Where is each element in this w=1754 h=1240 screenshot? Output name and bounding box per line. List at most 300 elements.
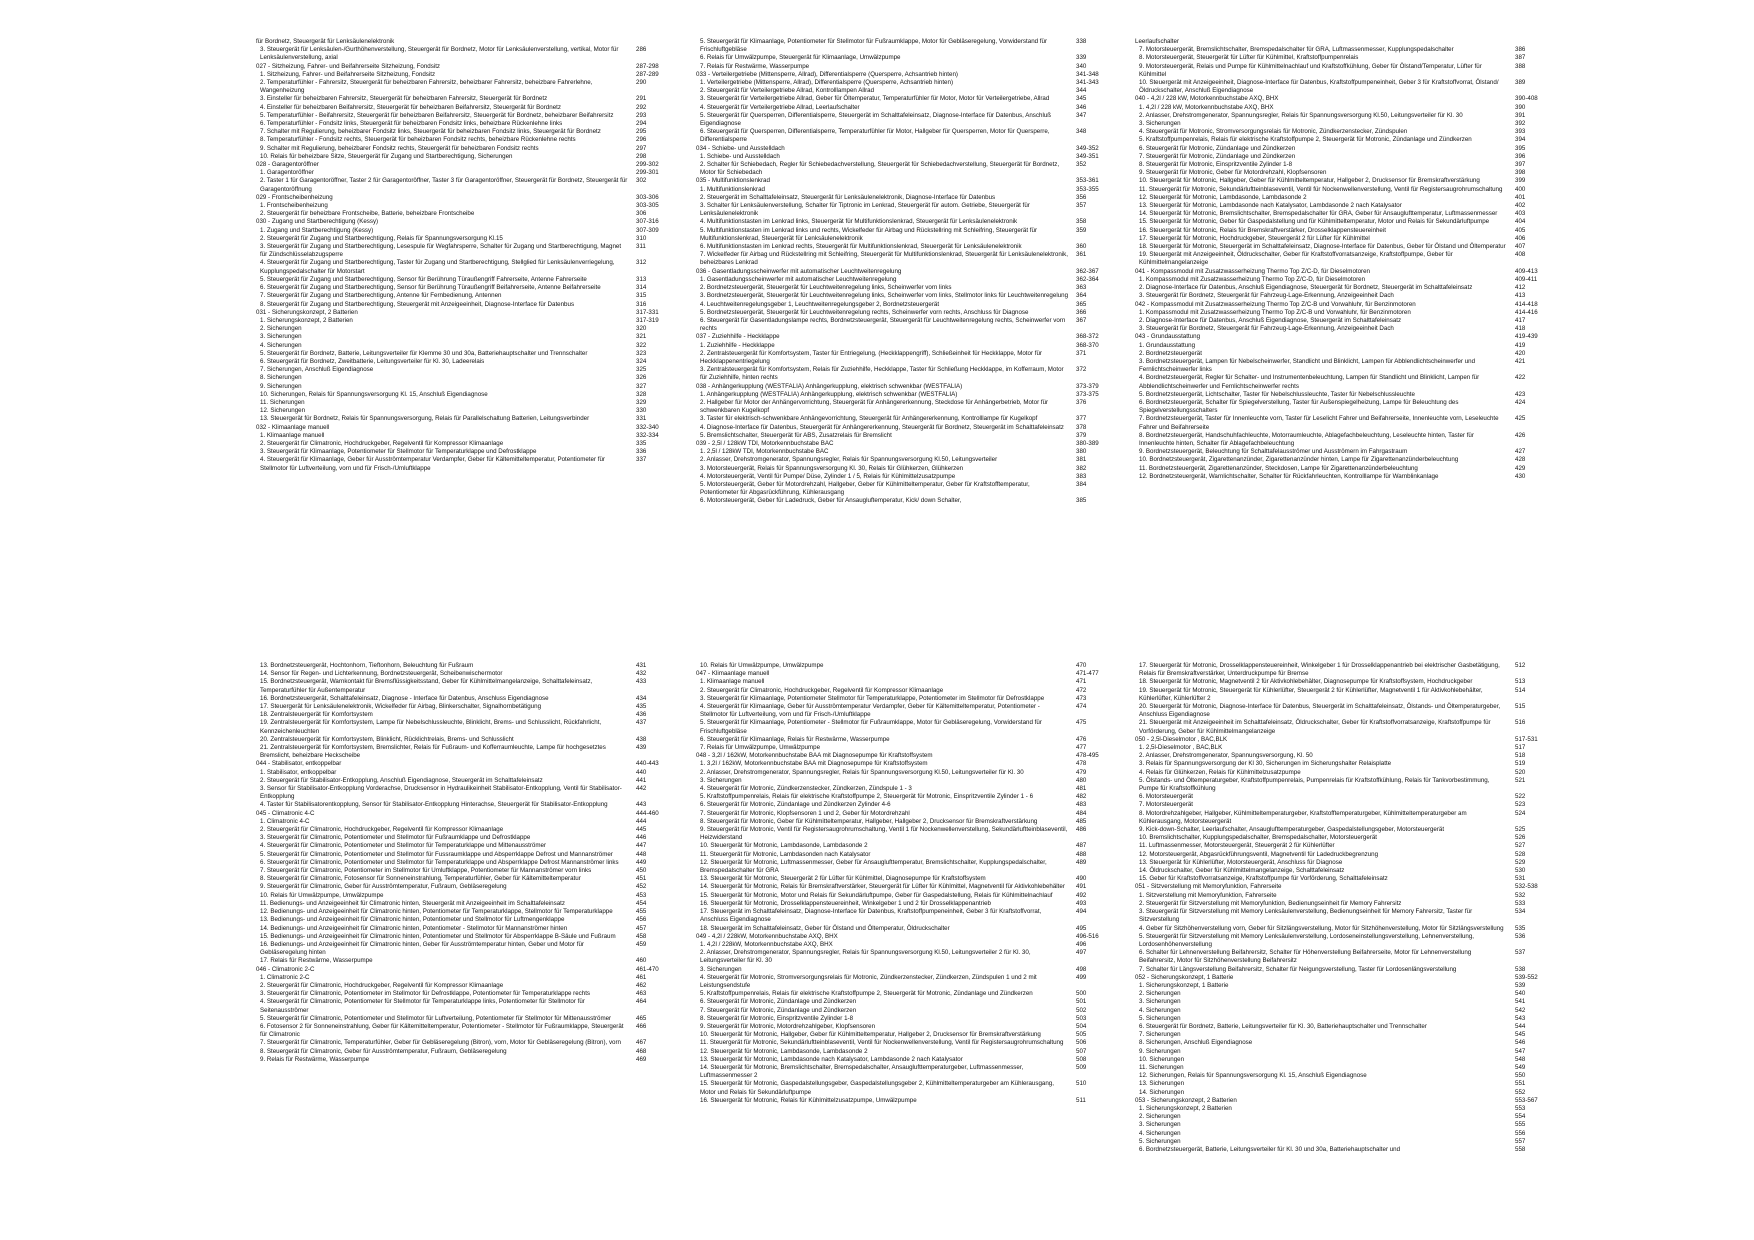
toc-entry <box>696 687 1116 695</box>
toc-entry-page: 509 <box>1076 1063 1087 1071</box>
toc-entry-title: 3. Sicherungen <box>260 333 302 341</box>
toc-entry-title: 3. Zentralsteuergerät für Komfortsystem, Relais für Zuziehhilfe, Heckklappe, Taster für Schließung Heckklappe, im Kofferraum, Motor für Zuziehhilfe, hinten rechts <box>700 366 1064 382</box>
toc-entry-title: 042 - Kompassmodul mit Zusatzwasserheizung Thermo Top Z/C-B und Vorwahluhr, für Benzinmotoren <box>1135 300 1416 308</box>
toc-section-heading <box>256 218 676 226</box>
toc-entry-page: 372 <box>1076 366 1087 374</box>
toc-entry <box>1135 235 1555 243</box>
toc-entry-title: 10. Relais für Umwälzpumpe, Umwälzpumpe <box>700 662 824 669</box>
toc-entry-title: 6. Schalter für Lehnenverstellung Beifahrersitz, Schalter für Höhenverstellung Beifahrerseite, Motor für Lehnenverstellung Beifahrersitz, Motor für Sitzhöhenverstellung Beifahrersitz <box>1139 949 1472 965</box>
toc-entry-page: 359 <box>1076 226 1087 234</box>
toc-entry-title: 2. Steuergerät für Climatronic, Hochdruckgeber, Regelventil für Kompressor Klimaanlage <box>260 981 504 989</box>
toc-entry <box>696 941 1116 949</box>
toc-entry <box>1135 243 1555 251</box>
toc-entry <box>256 916 676 924</box>
toc-entry <box>1135 79 1555 95</box>
toc-entry-title: 043 - Grundausstattung <box>1135 333 1201 341</box>
toc-entry-page: 532-538 <box>1515 883 1538 891</box>
toc-entry <box>256 259 676 275</box>
toc-entry <box>696 54 1116 62</box>
toc-entry-page: 440 <box>636 768 647 776</box>
toc-entry-page: 329 <box>636 398 647 406</box>
toc-entry-page: 357 <box>1076 202 1087 210</box>
toc-entry-page: 295 <box>636 128 647 136</box>
toc-entry <box>1135 1023 1555 1031</box>
toc-entry <box>1135 251 1555 267</box>
toc-entry-title: 6. Steuergerät für Motronic, Zündanlage und Zündkerzen <box>700 998 857 1006</box>
toc-entry-page: 517-531 <box>1515 735 1538 743</box>
toc-entry-title: 1. Sicherungskonzept, 2 Batterien <box>1139 1104 1232 1112</box>
toc-entry-page: 327 <box>636 382 647 390</box>
toc-entry-title: 1. Sicherungskonzept, 1 Batterie <box>1139 981 1229 989</box>
toc-entry-title: 12. Sicherungen, Relais für Spannungsversorgung Kl. 15, Anschluß Eigendiagnose <box>1139 1072 1367 1080</box>
toc-entry <box>256 703 676 711</box>
toc-entry <box>256 120 676 128</box>
toc-entry <box>256 342 676 350</box>
toc-entry <box>256 399 676 407</box>
toc-entry-page: 467 <box>636 1039 647 1047</box>
toc-entry-title: 2. Steuergerät für Climatronic, Hochdruckgeber, Regelventil für Kompressor Klimaanlage <box>260 826 504 834</box>
toc-entry <box>256 842 676 850</box>
toc-entry <box>1135 46 1555 54</box>
toc-entry-title: 8. Steuergerät für Motronic, Einspritzventile Zylinder 1-8 <box>1139 161 1293 169</box>
toc-entry-title: 13. Steuergerät für Motronic, Steuergerät 2 für Lüfter für Kühlmittel, Diagnosepumpe für Kraftstoffsystem <box>700 875 986 883</box>
toc-entry <box>1135 1121 1555 1129</box>
toc-entry-title: 6. Steuergerät für Zugang und Startberechtigung, Sensor für Berührung Türaußengriff Beifahrerseite, Antenne Beifahrerseite <box>260 284 601 292</box>
toc-entry <box>256 210 676 218</box>
toc-entry-title: 1. Grundausstattung <box>1139 341 1196 349</box>
toc-entry-page: 330 <box>636 407 647 415</box>
toc-entry-page: 406 <box>1515 234 1526 242</box>
toc-entry-page: 376 <box>1076 398 1087 406</box>
toc-entry <box>1135 826 1555 834</box>
toc-entry <box>1135 801 1555 809</box>
toc-entry <box>256 925 676 933</box>
toc-entry <box>256 982 676 990</box>
toc-entry <box>1135 218 1555 226</box>
toc-entry <box>696 695 1116 703</box>
toc-entry-page: 438 <box>636 735 647 743</box>
toc-entry-title: 8. Steuergerät für Motronic, Geber für Kühlmitteltemperatur, Hallgeber, Hallgeber 2, Drucksensor für Bremskraftverstärkung <box>700 817 1038 825</box>
toc-entry <box>1135 867 1555 875</box>
toc-entry <box>256 736 676 744</box>
toc-entry <box>256 744 676 760</box>
toc-entry <box>1135 777 1555 793</box>
toc-entry-page: 332-340 <box>636 423 659 431</box>
toc-entry-title: 4. Leuchtweitenregelungsgeber 1, Leuchtweitenregelungsgeber 2, Bordnetzsteuergerät <box>700 300 940 308</box>
toc-entry <box>256 769 676 777</box>
toc-entry-title: 032 - Klimaanlage manuell <box>256 423 330 431</box>
toc-entry-title: 9. Sicherungen <box>260 382 302 390</box>
toc-entry-title: 12. Steuergerät für Motronic, Lambdasonde, Lambdasonde 2 <box>1139 193 1307 201</box>
toc-entry-page: 428 <box>1515 456 1526 464</box>
toc-entry-page: 546 <box>1515 1039 1526 1047</box>
toc-entry-title: 4. Multifunktionstasten im Lenkrad links, Steuergerät für Multifunktionslenkrad, Steuergerät für Lenksäulenelektronik <box>700 218 1018 226</box>
toc-entry <box>1135 432 1555 448</box>
toc-entry-page: 549 <box>1515 1063 1526 1071</box>
toc-section-heading <box>696 145 1116 153</box>
toc-section-heading <box>1135 736 1555 744</box>
toc-entry-title: 7. Schalter für Längsverstellung Beifahrersitz, Schalter für Neigungsverstellung, Taster für Lordosenlängsverstellung <box>1139 965 1457 973</box>
toc-entry <box>1135 153 1555 161</box>
toc-entry <box>256 407 676 415</box>
toc-entry-page: 472 <box>1076 686 1087 694</box>
toc-entry <box>1135 399 1555 415</box>
toc-entry-page: 291 <box>636 95 647 103</box>
toc-entry-page: 454 <box>636 899 647 907</box>
toc-entry-page: 529 <box>1515 858 1526 866</box>
toc-entry <box>1135 1007 1555 1015</box>
toc-entry <box>1135 769 1555 777</box>
toc-entry-title: 3. Sicherungen <box>1139 1121 1181 1129</box>
toc-entry <box>1135 292 1555 300</box>
toc-entry-page: 409-411 <box>1515 275 1538 283</box>
toc-entry-page: 552 <box>1515 1088 1526 1096</box>
toc-entry-page: 335 <box>636 439 647 447</box>
toc-entry <box>696 243 1116 251</box>
toc-entry-title: 4. Motorsteuergerät, Ventil für Pumpe/ Düse, Zylinder 1 / 5, Relais für Kühlmittelzusatzpumpe <box>700 472 956 480</box>
toc-entry-title: 3. Steuergerät für Zugang und Startberechtigung, Lesespule für Wegfahrsperre, Schalter für Zugang und Startberechtigung, Magnet für Zündschlüsselabzugsperre <box>260 243 622 259</box>
toc-entry-page: 484 <box>1076 809 1087 817</box>
toc-entry <box>696 990 1116 998</box>
toc-entry-page: 385 <box>1076 497 1087 505</box>
toc-entry-title: 037 - Zuziehhilfe - Heckklappe <box>696 333 780 341</box>
toc-entry <box>696 719 1116 735</box>
toc-entry <box>1135 678 1555 686</box>
toc-entry-title: 2. Schalter für Schiebedach, Regler für Schiebedachverstellung, Steuergerät für Schiebedachverstellung, Steuergerät für Bordnetz, Motor für Schiebedach <box>700 161 1060 177</box>
toc-entry-title: 3. Schalter für Lenksäulenverstellung, Schalter für Tiptronic im Lenkrad, Steuergerät für autom. Getriebe, Steuergerät für Lenksäulenelektronik <box>700 202 1030 218</box>
toc-entry-page: 483 <box>1076 801 1087 809</box>
toc-entry-title: 9. Steuergerät für Motronic, Motordrehzahlgeber, Klopfsensoren <box>700 1022 876 1030</box>
toc-entry <box>696 974 1116 990</box>
toc-entry-page: 536 <box>1515 932 1526 940</box>
toc-entry-title: 040 - 4,2l / 228 kW, Motorkennbuchstabe AXQ, BHX <box>1135 95 1279 103</box>
toc-entry-page: 436 <box>636 711 647 719</box>
toc-entry-page: 298 <box>636 152 647 160</box>
toc-entry-page: 323 <box>636 349 647 357</box>
toc-entry <box>1135 358 1555 374</box>
toc-entry <box>256 990 676 998</box>
toc-entry-page: 440-443 <box>636 760 659 768</box>
toc-entry-title: 10. Sicherungen, Relais für Spannungsversorgung Kl. 15, Anschluß Eigendiagnose <box>260 390 488 398</box>
toc-entry-title: 052 - Sicherungskonzept, 1 Batterie <box>1135 973 1234 981</box>
toc-entry-page: 486 <box>1076 826 1087 834</box>
toc-entry <box>256 366 676 374</box>
toc-column-bottom-left <box>256 662 676 1064</box>
toc-entry-title: 14. Steuergerät für Motronic, Bremslichtschalter, Bremspedalschalter für GRA, Geber für Ansauglufttemperatur, Luftmassenmesser <box>1139 210 1498 218</box>
toc-entry-page: 408 <box>1515 251 1526 259</box>
toc-entry <box>696 1097 1116 1105</box>
toc-entry-page: 456 <box>636 916 647 924</box>
toc-entry-page: 501 <box>1076 998 1087 1006</box>
toc-entry <box>696 801 1116 809</box>
toc-entry-title: 038 - Anhängerkupplung (WESTFALIA) Anhängerkupplung, elektrisch schwenkbar (WESTFALIA) <box>696 382 963 390</box>
toc-entry <box>696 161 1116 177</box>
toc-entry-title: 19. Steuergerät mit Anzeigeeinheit, Öldruckschalter, Geber für Kraftstoffvorratsanzeige, Kraftstoffpumpe, Geber für Kühlmittelmangelanzeige <box>1139 251 1453 267</box>
toc-entry <box>696 186 1116 194</box>
toc-entry <box>256 432 676 440</box>
toc-entry <box>1135 161 1555 169</box>
toc-entry <box>696 473 1116 481</box>
toc-entry <box>256 448 676 456</box>
toc-entry-page: 349-352 <box>1076 144 1099 152</box>
toc-column-top-left <box>256 38 676 473</box>
toc-entry-title: 11. Steuergerät für Motronic, Lambdasonden nach Katalysator <box>700 850 871 858</box>
toc-entry <box>696 678 1116 686</box>
toc-entry-page: 480 <box>1076 776 1087 784</box>
toc-entry-page: 349-351 <box>1076 152 1099 160</box>
toc-entry-title: 4. Steuergerät für Motronic, Stromversorgungsrelais für Motronic, Zündkerzenstecker, Zündspulen <box>1139 128 1408 136</box>
toc-entry-page: 433 <box>636 678 647 686</box>
toc-entry-page: 303-305 <box>636 202 659 210</box>
toc-entry <box>1135 719 1555 735</box>
toc-entry <box>1135 892 1555 900</box>
toc-entry-title: 1. Garagentoröffner <box>260 169 314 177</box>
toc-entry-page: 468 <box>636 1047 647 1055</box>
toc-entry-page: 520 <box>1515 768 1526 776</box>
toc-entry-title: 13. Steuergerät für Bordnetz, Relais für Spannungsversorgung, Relais für Parallelschaltung Batterien, Leitungsverbinder <box>260 415 590 423</box>
toc-entry-page: 345 <box>1076 95 1087 103</box>
toc-section-heading <box>1135 1097 1555 1105</box>
toc-entry-title: 10. Bremslichtschalter, Kupplungspedalschalter, Bremspedalschalter, Motorsteuergerät <box>1139 834 1377 842</box>
toc-entry-page: 550 <box>1515 1072 1526 1080</box>
toc-entry <box>256 243 676 259</box>
toc-entry <box>1135 284 1555 292</box>
toc-entry <box>1135 202 1555 210</box>
toc-entry-title: 2. Steuergerät für Verteilergetriebe Allrad, Kontrolllampen Allrad <box>700 87 875 95</box>
toc-entry-title: 4. Diagnose-Interface für Datenbus, Steuergerät für Anhängererkennung, Steuergerät für Bordnetz, Steuergerät im Schalttafeleinsatz <box>700 423 1064 431</box>
toc-entry <box>256 678 676 694</box>
toc-entry-title: 3. Sicherungen <box>1139 998 1181 1006</box>
toc-entry-title: 3. Sicherungen <box>1139 120 1181 128</box>
toc-entry-page: 451 <box>636 875 647 883</box>
toc-entry-page: 528 <box>1515 850 1526 858</box>
toc-entry-title: 2. Sicherungen <box>1139 990 1181 998</box>
toc-entry <box>696 79 1116 87</box>
toc-entry <box>256 851 676 859</box>
toc-entry-title: 8. Steuergerät für Climatronic, Fotosensor für Sonneneinstrahlung, Temperaturfühler, Geber für Kältemitteltemperatur <box>260 875 581 883</box>
toc-entry-page: 306 <box>636 210 647 218</box>
toc-entry-page: 452 <box>636 883 647 891</box>
toc-section-heading <box>1135 974 1555 982</box>
toc-entry-title: 15. Steuergerät für Motronic, Geber für Gaspedalstellung und für Kühlmitteltemperatur, Motor und Relais für Sekundärluftpumpe <box>1139 218 1490 226</box>
toc-entry-page: 457 <box>636 924 647 932</box>
toc-entry-page: 371 <box>1076 349 1087 357</box>
toc-entry <box>1135 1048 1555 1056</box>
toc-entry-page: 310 <box>636 234 647 242</box>
toc-entry-page: 417 <box>1515 316 1526 324</box>
toc-entry <box>1135 851 1555 859</box>
toc-entry <box>696 736 1116 744</box>
toc-entry-page: 495 <box>1076 924 1087 932</box>
toc-entry-title: 10. Steuergerät für Motronic, Hallgeber, Geber für Kühlmitteltemperatur, Hallgeber 2, Drucksensor für Bremskraftverstärkung <box>1139 177 1480 185</box>
toc-entry-title: 5. Kraftstoffpumpenrelais, Relais für elektrische Kraftstoffpumpe 2, Steuergerät für Motronic, Zündanlage und Zündkerzen <box>700 990 1033 998</box>
toc-entry-page: 326 <box>636 374 647 382</box>
toc-entry-page: 450 <box>636 867 647 875</box>
toc-entry-page: 389 <box>1515 79 1526 87</box>
toc-entry-title: 7. Motorsteuergerät, Bremslichtschalter, Bremspedalschalter für GRA, Luftmassenmesser, Kupplungspedalschalter <box>1139 46 1454 54</box>
toc-entry-title: 1. Gasentladungsscheinwerfer mit automatischer Leuchtweitenregelung <box>700 275 897 283</box>
toc-entry-page: 316 <box>636 300 647 308</box>
toc-entry-title: 2. Steuergerät für Sitzverstellung mit Memoryfunktion, Bedienungseinheit für Memory Fahrersitz <box>1139 899 1402 907</box>
toc-entry <box>256 974 676 982</box>
toc-entry-title: 16. Steuergerät für Motronic, Drosselklappensteuereinheit, Winkelgeber 1 und 2 für Drosselklappenantrieb <box>700 899 991 907</box>
toc-entry-title: 044 - Stabilisator, entkoppelbar <box>256 760 342 768</box>
toc-entry-title: 14. Sicherungen <box>1139 1088 1185 1096</box>
toc-entry-page: 422 <box>1515 374 1526 382</box>
toc-entry-page: 365 <box>1076 300 1087 308</box>
toc-entry-page: 532 <box>1515 891 1526 899</box>
toc-entry <box>696 342 1116 350</box>
toc-entry-page: 294 <box>636 120 647 128</box>
toc-entry-title: 6. Bordnetzsteuergerät, Schalter für Spiegelverstellung, Taster für Außenspiegelheizung, Lampe für Beleuchtung des Spiegelverstellungsschalters <box>1139 398 1459 415</box>
toc-entry <box>696 785 1116 793</box>
toc-entry <box>696 662 1116 670</box>
toc-entry-title: 12. Bordnetzsteuergerät, Warnlichtschalter, Schalter für Rückfahrleuchten, Kontrolllampe für Warnblinkanlage <box>1139 472 1439 480</box>
toc-entry <box>256 875 676 883</box>
toc-entry <box>696 1064 1116 1080</box>
toc-entry-page: 399 <box>1515 177 1526 185</box>
toc-entry <box>696 875 1116 883</box>
toc-entry-title: 4. Steuergerät für Klimaanlage, Geber für Ausströmtemperatur Verdampfer, Geber für Kältemitteltemperatur, Potentiometer für Stellmotor für Luftverteilung, vorn und für Frisch-/Umluftklappe <box>260 456 605 472</box>
toc-entry-page: 504 <box>1076 1022 1087 1030</box>
toc-entry-page: 490 <box>1076 875 1087 883</box>
toc-entry-page: 444 <box>636 817 647 825</box>
toc-entry <box>1135 104 1555 112</box>
toc-entry-page: 444-460 <box>636 809 659 817</box>
toc-entry-title: 4. Steuergerät für Climatronic, Potentiometer für Stellmotor für Temperaturklappe links, Potentiometer für Stellmotor für Seitenausströmer <box>260 998 585 1014</box>
toc-entry <box>696 465 1116 473</box>
toc-entry-page: 466 <box>636 1022 647 1030</box>
toc-entry-page: 307-316 <box>636 218 659 226</box>
toc-entry-title: 1. Stabilisator, entkoppelbar <box>260 768 337 776</box>
toc-entry-title: 17. Steuergerät für Motronic, Drosselklappensteuereinheit, Winkelgeber 1 für Drosselklappenantrieb bei elektrischer Gasbetätigung, Relais für Bremskraftverstärker, Unterdruckpumpe für Bremse <box>1139 662 1500 678</box>
toc-entry <box>256 317 676 325</box>
toc-entry-page: 533 <box>1515 899 1526 907</box>
toc-entry-title: 15. Steuergerät für Motronic, Motor und Relais für Sekundärluftpumpe, Geber für Gaspedalstellung, Relais für Kühlmittelnachlauf <box>700 891 1053 899</box>
toc-entry-page: 470 <box>1076 662 1087 669</box>
toc-entry-page: 322 <box>636 341 647 349</box>
toc-entry-title: 1. Klimaanlage manuell <box>260 431 325 439</box>
toc-entry-page: 553-567 <box>1515 1096 1538 1104</box>
toc-entry-title: 2. Anlasser, Drehstromgenerator, Spannungsregler, Relais für Spannungsversorgung Kl.50, Leitungsverteiler 2 für Kl. 30, Leitungsverteiler für Kl. 30 <box>700 949 1031 965</box>
toc-entry-page: 475 <box>1076 719 1087 727</box>
toc-entry-title: 14. Steuergerät für Motronic, Bremslichtschalter, Bremspedalschalter, Ansauglufttemperaturgeber, Luftmassenmesser, Luftmassenmesser 2 <box>700 1063 1024 1080</box>
toc-entry-title: 7. Steuergerät für Climatronic, Temperaturfühler, Geber für Gebläseregelung (Bitron), vorn, Motor für Gebläseregelung (Bitron), vorn <box>260 1039 621 1047</box>
toc-entry-page: 430 <box>1515 472 1526 480</box>
toc-entry <box>1135 687 1555 703</box>
toc-entry-title: 3. Bordnetzsteuergerät, Steuergerät für Leuchtweitenregelung links, Scheinwerfer vorn links, Stellmotor links für Leuchtweitenregelung <box>700 292 1069 300</box>
toc-section-heading <box>256 424 676 432</box>
toc-entry-title: 19. Steuergerät für Motronic, Steuergerät für Kühlerlüfter, Steuergerät 2 für Kühlerlüfter, Magnetventil 1 für Aktivkohlebehälter, Kühlerlüfter, Kühlerlüfter 2 <box>1139 686 1483 702</box>
toc-entry-page: 465 <box>636 1014 647 1022</box>
toc-entry <box>1135 662 1555 678</box>
toc-entry-title: 3. Steuergerät für Bordnetz, Steuergerät für Fahrzeug-Lage-Erkennung, Anzeigeeinheit Dach <box>1139 325 1394 333</box>
toc-entry-title: 9. Motorsteuergerät, Relais und Pumpe für Kühlmittelnachlauf und Kraftstoffkühlung, Geber für Ölstand/Temperatur, Lüfter für Kühlmittel <box>1139 62 1482 78</box>
toc-entry-title: 7. Relais für Umwälzpumpe, Umwälzpumpe <box>700 744 821 752</box>
toc-entry-page: 297 <box>636 144 647 152</box>
toc-entry-title: 028 - Garagentoröffner <box>256 161 319 169</box>
toc-entry-title: 3. Relais für Spannungsversorgung der Kl 30, Sicherungen im Sicherungshalter Relaisplatte <box>1139 760 1392 768</box>
toc-entry-title: 10. Steuergerät mit Anzeigeeinheit, Diagnose-Interface für Datenbus, Kraftstoffpumpeneinheit, Geber 3 für Kraftstoffvorrat, Ölstand/Öldruckschalter, Anschluß Eigendiagnose <box>1139 79 1499 95</box>
toc-entry-title: 033 - Verteilergetriebe (Mittensperre, Allrad), Differentialsperre (Quersperre, Achsantrieb hinten) <box>696 70 958 78</box>
toc-entry-page: 448 <box>636 850 647 858</box>
toc-entry-page: 513 <box>1515 678 1526 686</box>
toc-entry <box>1135 1089 1555 1097</box>
toc-entry <box>256 169 676 177</box>
toc-entry-page: 407 <box>1515 243 1526 251</box>
toc-entry <box>256 957 676 965</box>
toc-entry <box>696 128 1116 144</box>
toc-entry-title: 4. Steuergerät für Climatronic, Potentiometer und Stellmotor für Temperaturklappe und Mittenausströmer <box>260 842 547 850</box>
toc-entry <box>256 391 676 399</box>
toc-entry-page: 324 <box>636 357 647 365</box>
toc-entry <box>256 933 676 941</box>
toc-entry <box>256 284 676 292</box>
toc-entry-page: 386 <box>1515 46 1526 54</box>
toc-section-heading <box>256 309 676 317</box>
toc-entry-page: 383 <box>1076 472 1087 480</box>
toc-entry-title: 045 - Climatronic 4-C <box>256 809 315 817</box>
toc-section-heading <box>696 670 1116 678</box>
toc-entry <box>256 177 676 193</box>
toc-entry-page: 402 <box>1515 202 1526 210</box>
toc-entry-title: 4. Einsteller für beheizbaren Beifahrersitz, Steuergerät für beheizbaren Beifahrersitz, Steuergerät für Bordnetz <box>260 103 561 111</box>
toc-entry-page: 441 <box>636 776 647 784</box>
toc-entry-title: 12. Bedienungs- und Anzeigeeinheit für Climatronic hinten, Potentiometer für Temperaturklappe, Stellmotor für Temperaturklappe <box>260 908 613 916</box>
toc-entry <box>696 1031 1116 1039</box>
toc-section-heading <box>696 268 1116 276</box>
toc-entry-page: 360 <box>1076 243 1087 251</box>
toc-entry-page: 361 <box>1076 251 1087 259</box>
toc-entry-page: 446 <box>636 834 647 842</box>
toc-entry-page: 553 <box>1515 1104 1526 1112</box>
toc-entry <box>1135 949 1555 965</box>
toc-entry-title: 5. Motorsteuergerät, Geber für Motordrehzahl, Hallgeber, Geber für Kühlmitteltemperatur, Geber für Kraftstofftemperatur, Potentiometer für Abgasrückführung, Kühlerausgang <box>700 480 1030 497</box>
toc-entry <box>1135 456 1555 464</box>
toc-entry <box>256 670 676 678</box>
toc-entry-page: 555 <box>1515 1121 1526 1129</box>
toc-entry-page: 400 <box>1515 185 1526 193</box>
toc-entry-page: 473 <box>1076 694 1087 702</box>
toc-entry-title: 5. Sicherungen <box>1139 1014 1181 1022</box>
toc-entry <box>1135 276 1555 284</box>
toc-entry-title: 2. Steuergerät für Climatronic, Hochdruckgeber, Regelventil für Kompressor Klimaanlage <box>260 439 504 447</box>
toc-entry <box>256 145 676 153</box>
toc-entry-page: 321 <box>636 333 647 341</box>
toc-entry-title: 4. Steuergerät für Motronic, Stromversorgungsrelais für Motronic, Zündkerzenstecker, Zündkerzen, Zündspulen 1 und 2 mit Leistungsendstufe <box>700 973 1037 989</box>
toc-entry-title: 3. Sensor für Stabilisator-Entkopplung Vorderachse, Drucksensor in Hydraulikeinheit Stabilisator-Entkopplung, Ventil für Stabilisator-Entkopplung <box>260 785 622 801</box>
toc-entry <box>696 497 1116 505</box>
toc-entry <box>1135 120 1555 128</box>
toc-entry-title: 8. Bordnetzsteuergerät, Handschuhfachleuchte, Motorraumleuchte, Ablagefachbeleuchtung, Leseleuchte hinten, Taster für Innenleuchte hinten, Schalter für Ablagefachbeleuchtung <box>1139 431 1474 447</box>
toc-entry-page: 463 <box>636 990 647 998</box>
toc-entry-page: 314 <box>636 284 647 292</box>
toc-entry-title: 6. Bordnetzsteuergerät, Batterie, Leitungsverteiler für Kl. 30 und 30a, Batteriehauptschalter und <box>1139 1145 1401 1153</box>
toc-entry <box>256 859 676 867</box>
toc-entry-page: 537 <box>1515 949 1526 957</box>
toc-entry-title: 4. Geber für Sitzhöhenverstellung vorn, Geber für Sitzlängsverstellung, Motor für Sitzhöhenverstellung, Motor für Sitzlängsverstellung <box>1139 924 1504 932</box>
toc-entry-title: 2. Steuergerät im Schalttafeleinsatz, Steuergerät für Lenksäulenelektronik, Diagnose-Interface für Datenbus <box>700 193 996 201</box>
toc-entry-page: 497 <box>1076 949 1087 957</box>
toc-entry <box>696 826 1116 842</box>
toc-entry-page: 398 <box>1515 169 1526 177</box>
toc-entry-page: 460 <box>636 957 647 965</box>
toc-entry <box>1135 982 1555 990</box>
toc-entry-page: 347 <box>1076 111 1087 119</box>
toc-entry-title: 5. Bordnetzsteuergerät, Steuergerät für Leuchtweitenregelung rechts, Scheinwerfer vorn rechts, Anschluss für Diagnose <box>700 308 1029 316</box>
toc-entry-page: 534 <box>1515 908 1526 916</box>
toc-entry-page: 530 <box>1515 867 1526 875</box>
